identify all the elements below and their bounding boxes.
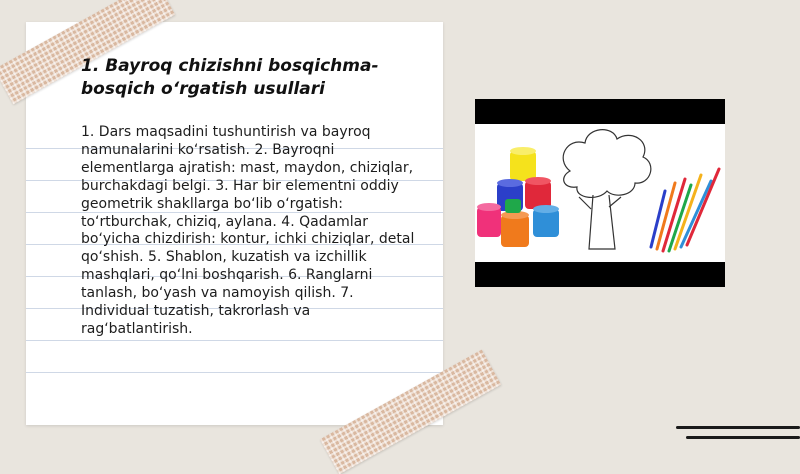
decorative-line <box>676 426 800 429</box>
slide-body-text: 1. Dars maqsadini tushuntirish va bayroq namunalarini ko‘rsatish. 2. Bayroqni elementlarga ajratish: mast, maydon, chiziqlar, burchakdagi belgi. 3. Har bir elementni oddiy geometrik shakllarga bo‘lib o‘rgatish: to‘rtburchak, chiziq, aylana. 4. Qadamlar bo‘yicha chizdirish: kontur, ichki chiziqlar, detal qo‘shish. 5. Shablon, kuzatish va izchillik mashqlari, qo‘lni boshqarish. 6. Ranglarni tanlash, bo‘yash va namoyish qilish. 7. Individual tuzatish, takrorlash va rag‘batlantirish. <box>81 124 415 337</box>
slide-title: 1. Bayroq chizishni bosqichma-bosqich o‘rgatish usullari <box>81 56 379 99</box>
ruled-line <box>26 372 443 373</box>
illustration-image <box>475 99 725 287</box>
decorative-line <box>686 436 800 439</box>
ruled-line <box>26 340 443 341</box>
